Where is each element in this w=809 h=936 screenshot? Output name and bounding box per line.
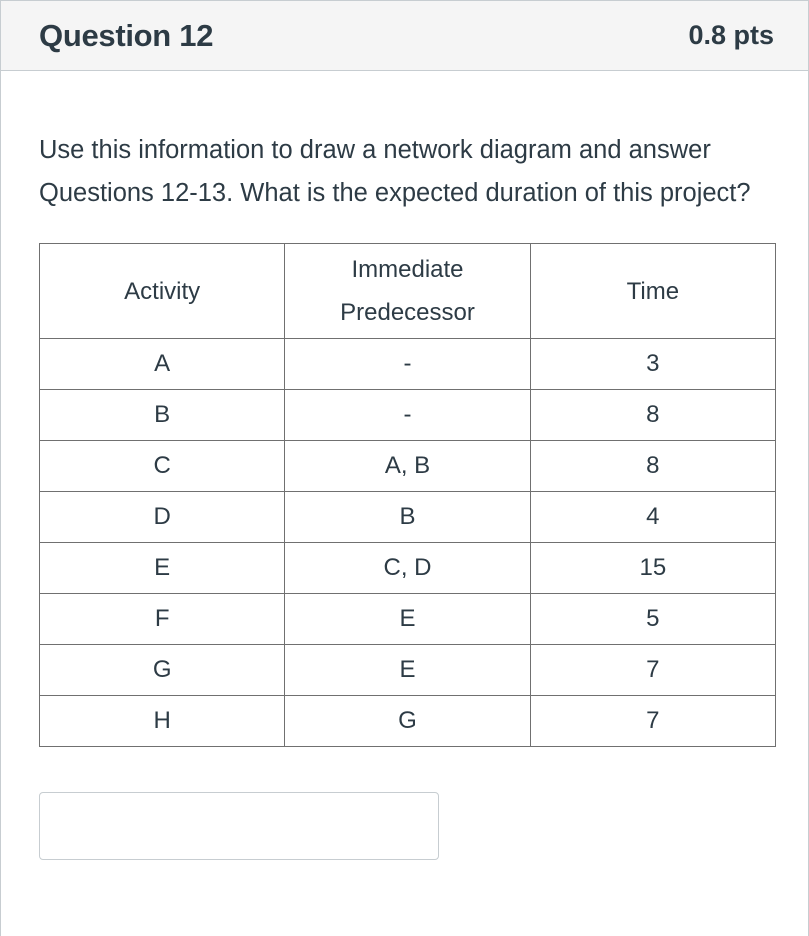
- question-title: Question 12: [39, 17, 214, 53]
- cell-activity: H: [40, 696, 285, 747]
- header-immediate-predecessor: [285, 244, 530, 339]
- cell-time: 3: [530, 339, 775, 390]
- table-row: [40, 339, 776, 390]
- table-row: [40, 543, 776, 594]
- table-row: [40, 492, 776, 543]
- cell-time: 5: [530, 594, 775, 645]
- cell-time: 7: [530, 645, 775, 696]
- answer-input[interactable]: [39, 792, 439, 860]
- table-row: [40, 390, 776, 441]
- table-row: [40, 441, 776, 492]
- cell-predecessor: E: [285, 594, 530, 645]
- cell-activity: D: [40, 492, 285, 543]
- question-header: [1, 0, 808, 71]
- question-points: 0.8 pts: [688, 20, 774, 50]
- cell-activity: G: [40, 645, 285, 696]
- cell-predecessor: A, B: [285, 441, 530, 492]
- cell-activity: E: [40, 543, 285, 594]
- table-row: [40, 696, 776, 747]
- header-time: Time: [530, 244, 775, 339]
- cell-predecessor: E: [285, 645, 530, 696]
- cell-predecessor: B: [285, 492, 530, 543]
- cell-time: 8: [530, 390, 775, 441]
- question-body: [1, 71, 808, 860]
- activity-table: [39, 243, 776, 747]
- cell-time: 8: [530, 441, 775, 492]
- cell-time: 4: [530, 492, 775, 543]
- cell-activity: B: [40, 390, 285, 441]
- cell-predecessor: G: [285, 696, 530, 747]
- cell-activity: F: [40, 594, 285, 645]
- cell-time: 15: [530, 543, 775, 594]
- header-predecessor-line1: Immediate: [351, 256, 464, 283]
- header-activity: Activity: [40, 244, 285, 339]
- cell-predecessor: -: [285, 339, 530, 390]
- cell-predecessor: C, D: [285, 543, 530, 594]
- cell-activity: C: [40, 441, 285, 492]
- table-row: [40, 645, 776, 696]
- question-text: Use this information to draw a network diagram and answer Questions 12-13. What is the expected duration of this project?: [39, 136, 751, 207]
- cell-predecessor: -: [285, 390, 530, 441]
- cell-activity: A: [40, 339, 285, 390]
- header-predecessor-line2: Predecessor: [340, 299, 475, 326]
- table-row: [40, 594, 776, 645]
- table-header-row: [40, 244, 776, 339]
- cell-time: 7: [530, 696, 775, 747]
